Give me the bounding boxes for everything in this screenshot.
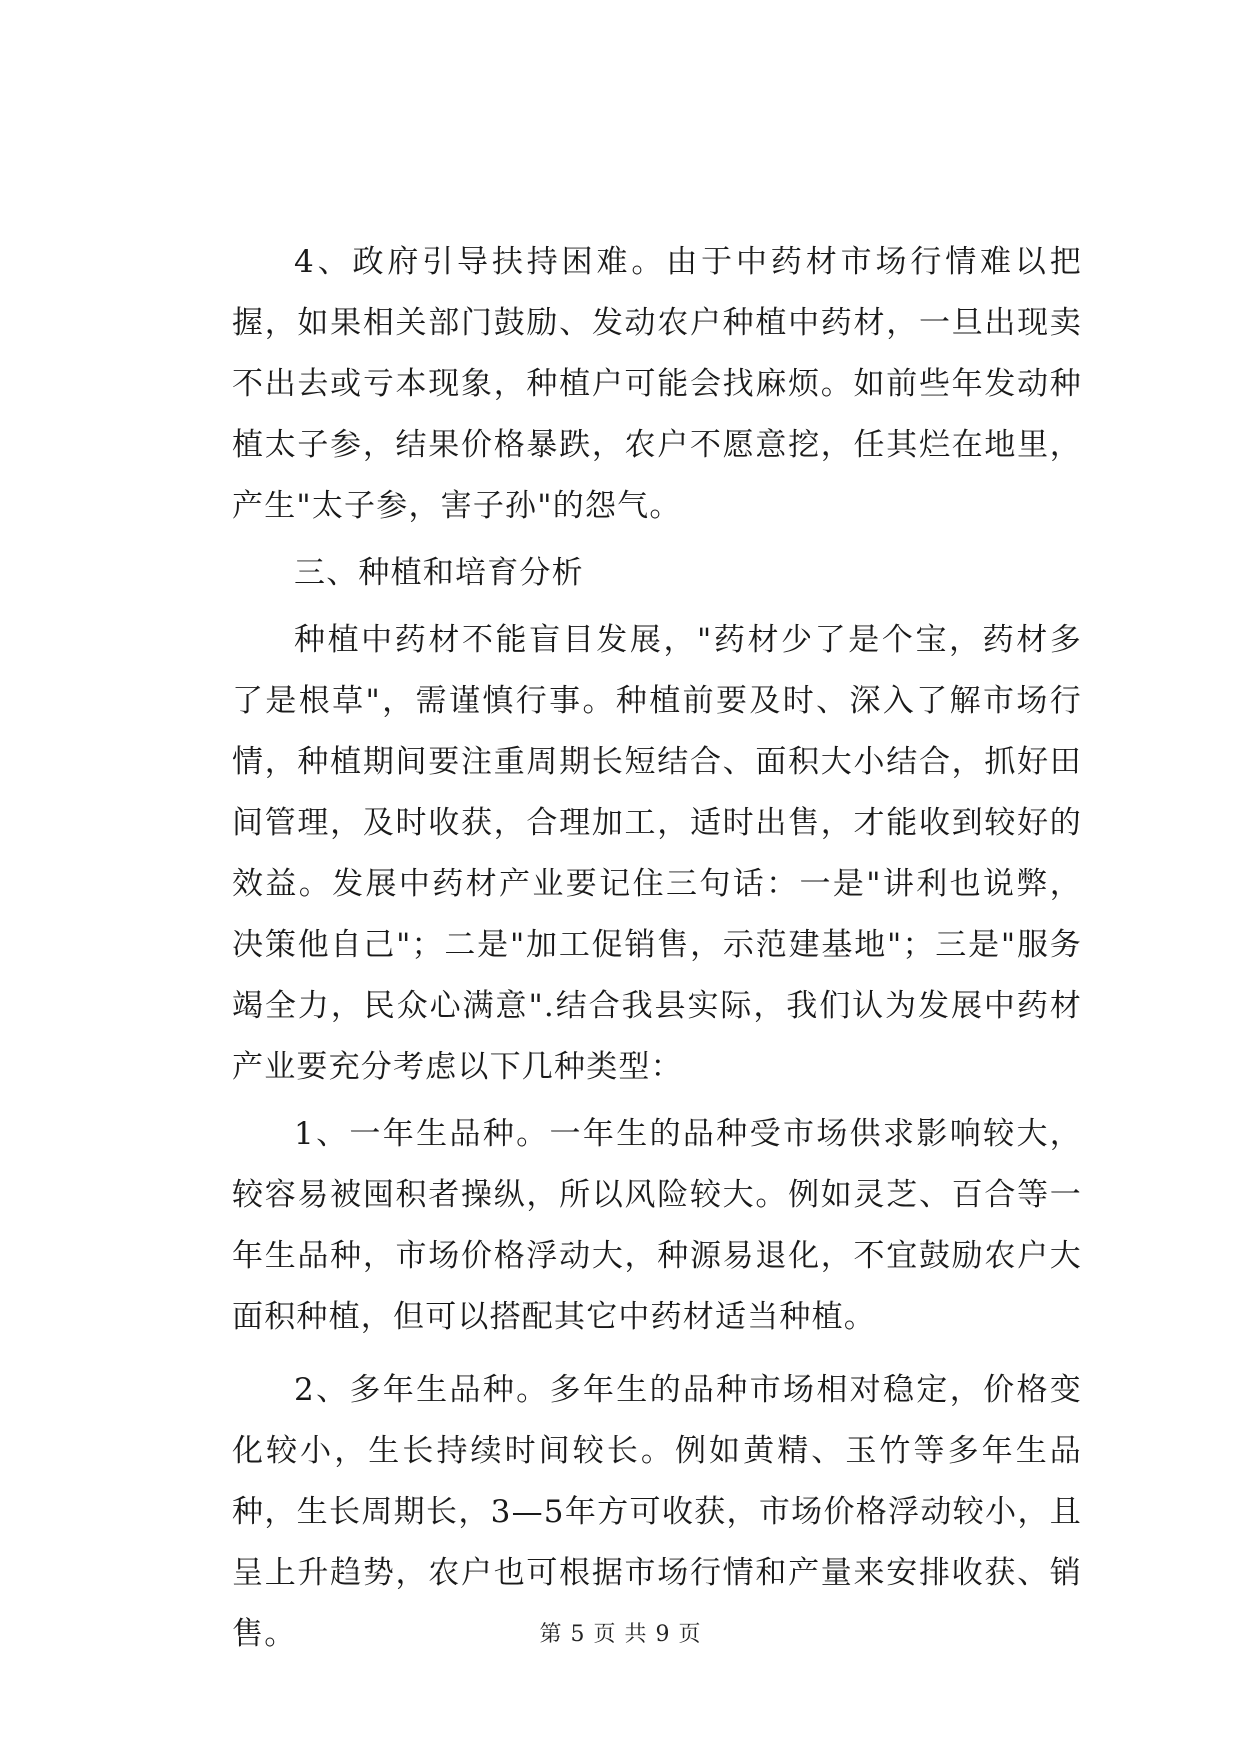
paragraph-perennial-varieties: 2、多年生品种。多年生的品种市场相对稳定，价格变化较小，生长持续时间较长。例如黄精、玉竹等多年生品种，生长周期长，3—5年方可收获，市场价格浮动较小，且呈上升趋势，农户也可根据市场行情和产量来安排收获、销售。: [232, 1372, 1082, 1652]
section-heading-planting-analysis: 三、种植和培育分析: [294, 555, 584, 591]
paragraph-planting-advice: 种植中药材不能盲目发展，"药材少了是个宝，药材多了是根草"，需谨慎行事。种植前要及时、深入了解市场行情，种植期间要注重周期长短结合、面积大小结合，抓好田间管理，及时收获，合理加工，适时出售，才能收到较好的效益。发展中药材产业要记住三句话：一是"讲利也说弊，决策他自己"；二是"加工促销售，示范建基地"；三是"服务竭全力，民众心满意".结合我县实际，我们认为发展中药材产业要充分考虑以下几种类型：: [232, 622, 1082, 1085]
paragraph-government-support: 4、政府引导扶持困难。由于中药材市场行情难以把握，如果相关部门鼓励、发动农户种植中药材，一旦出现卖不出去或亏本现象，种植户可能会找麻烦。如前些年发动种植太子参，结果价格暴跌，农户不愿意挖，任其烂在地里，产生"太子参，害子孙"的怨气。: [232, 244, 1082, 524]
paragraph-annual-varieties: 1、一年生品种。一年生的品种受市场供求影响较大，较容易被囤积者操纵，所以风险较大。例如灵芝、百合等一年生品种，市场价格浮动大，种源易退化，不宜鼓励农户大面积种植，但可以搭配其它中药材适当种植。: [232, 1116, 1082, 1335]
page-number-footer: 第 5 页 共 9 页: [539, 1622, 702, 1647]
document-body: [232, 232, 1082, 1665]
